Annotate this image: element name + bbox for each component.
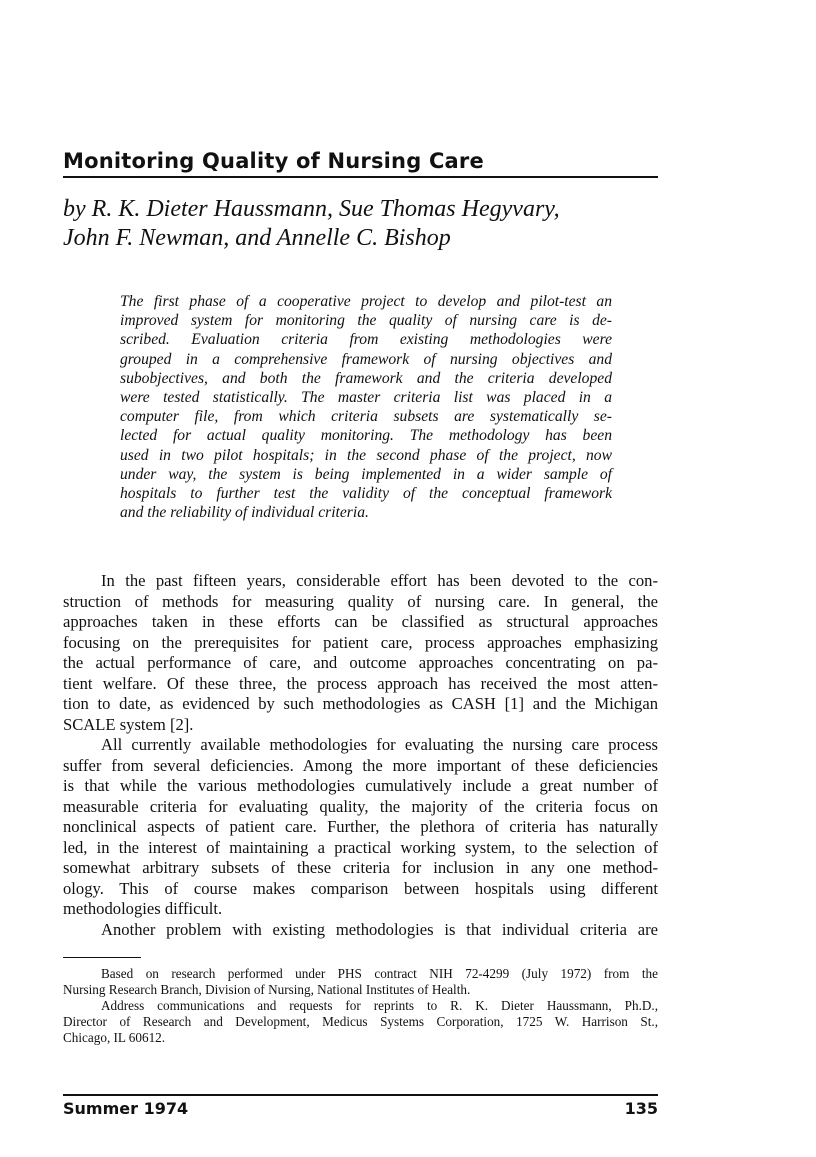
footnotes xyxy=(63,966,658,1046)
journal-issue: Summer 1974 xyxy=(63,1099,189,1118)
abstract-line: used in two pilot hospitals; in the second phase of the project, now xyxy=(120,446,612,464)
body-line: All currently available methodologies for evaluating the nursing care process xyxy=(101,735,658,754)
page-number: 135 xyxy=(624,1099,658,1118)
body-line: methodologies difficult. xyxy=(63,899,223,918)
body-text xyxy=(63,571,658,940)
footnote-line: Director of Research and Development, Medicus Systems Corporation, 1725 W. Harrison St., xyxy=(63,1014,658,1030)
footnote-line: Based on research performed under PHS contract NIH 72-4299 (July 1972) from the xyxy=(101,966,658,981)
author-line: John F. Newman, and Annelle C. Bishop xyxy=(63,225,451,251)
abstract-line: grouped in a comprehensive framework of nursing objectives and xyxy=(120,350,612,368)
body-line: measurable criteria for evaluating quality, the majority of the criteria focus on xyxy=(63,796,658,816)
abstract-line: under way, the system is being implemented in a wider sample of xyxy=(120,465,612,483)
footnote-line: Address communications and requests for reprints to R. K. Dieter Haussmann, Ph.D., xyxy=(101,998,658,1014)
body-line: struction of methods for measuring quality of nursing care. In general, the xyxy=(63,591,658,611)
body-line: nonclinical aspects of patient care. Further, the plethora of criteria has naturally xyxy=(63,817,658,836)
body-line: is that while the various methodologies cumulatively include a great number of xyxy=(63,776,658,795)
abstract-line: were tested statistically. The master criteria list was placed in a xyxy=(120,389,612,407)
author-byline xyxy=(63,195,663,253)
abstract-line: and the reliability of individual criteria. xyxy=(120,504,369,522)
body-line: In the past fifteen years, considerable effort has been devoted to the con- xyxy=(101,571,658,590)
abstract-line: scribed. Evaluation criteria from existing methodologies were xyxy=(120,331,612,349)
abstract-line: The first phase of a cooperative project to develop and pilot-test an xyxy=(120,293,612,310)
abstract-line: improved system for monitoring the quality of nursing care is de- xyxy=(120,312,612,330)
abstract-line: lected for actual quality monitoring. The methodology has been xyxy=(120,427,612,445)
body-line: tient welfare. Of these three, the process approach has received the most atten- xyxy=(63,673,658,693)
abstract xyxy=(120,292,612,522)
abstract-line: computer file, from which criteria subsets are systematically se- xyxy=(120,408,612,426)
body-line: ology. This of course makes comparison between hospitals using different xyxy=(63,878,658,898)
footnote-rule xyxy=(63,957,141,958)
body-line: SCALE system [2]. xyxy=(63,714,194,734)
body-line: somewhat arbitrary subsets of these criteria for inclusion in any one method- xyxy=(63,858,658,877)
body-line: Another problem with existing methodologies is that individual criteria are xyxy=(101,919,658,939)
footnote-line: Chicago, IL 60612. xyxy=(63,1030,166,1046)
body-line: tion to date, as evidenced by such methodologies as CASH [1] and the Michigan xyxy=(63,694,658,713)
abstract-line: subobjectives, and both the framework and the criteria developed xyxy=(120,369,612,387)
footer-rule xyxy=(63,1094,658,1096)
author-line: by R. K. Dieter Haussmann, Sue Thomas Hegyvary, xyxy=(63,196,560,222)
abstract-line: hospitals to further test the validity of the conceptual framework xyxy=(120,485,612,503)
article-title: Monitoring Quality of Nursing Care xyxy=(63,149,484,173)
body-line: focusing on the prerequisites for patient care, process approaches emphasizing xyxy=(63,632,658,652)
body-line: approaches taken in these efforts can be classified as structural approaches xyxy=(63,612,658,631)
body-line: led, in the interest of maintaining a practical working system, to the selection of xyxy=(63,837,658,857)
body-line: the actual performance of care, and outcome approaches concentrating on pa- xyxy=(63,653,658,672)
footnote-line: Nursing Research Branch, Division of Nursing, National Institutes of Health. xyxy=(63,982,471,998)
title-rule xyxy=(63,176,658,178)
body-line: suffer from several deficiencies. Among the more important of these deficiencies xyxy=(63,755,658,775)
